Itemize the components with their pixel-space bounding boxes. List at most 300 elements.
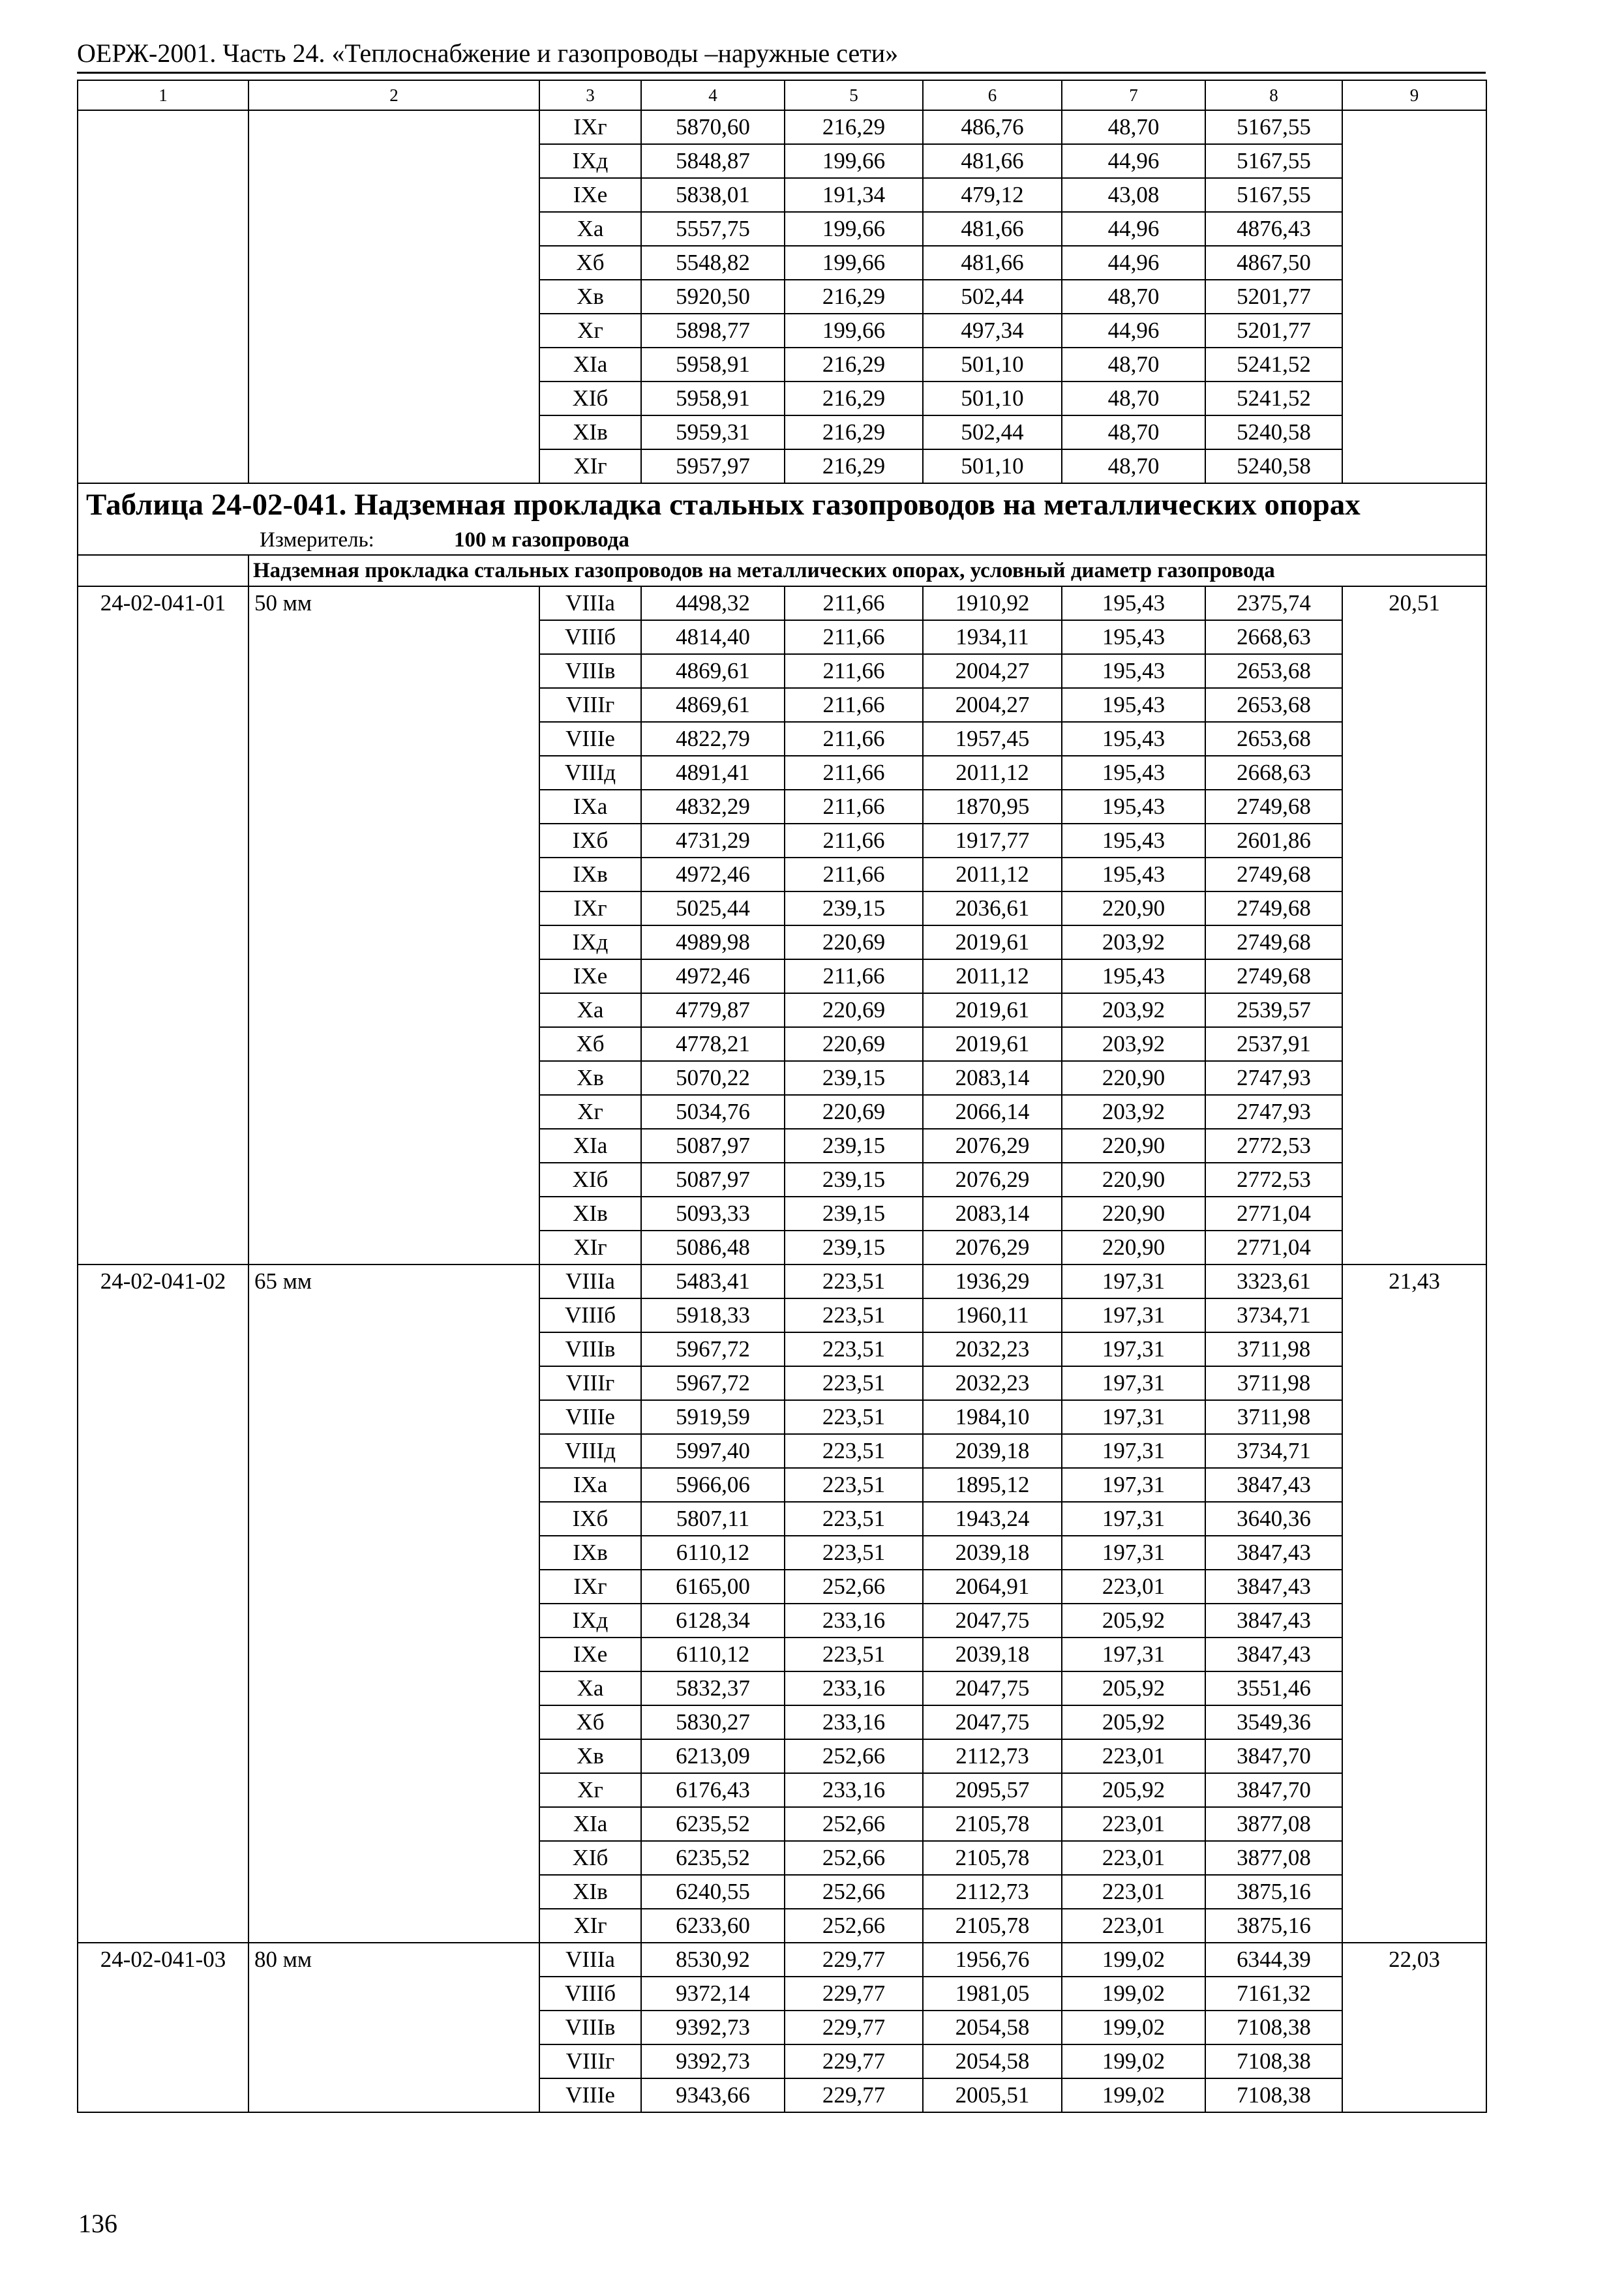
value-cell: 44,96 — [1062, 246, 1205, 280]
value-cell: IXе — [539, 959, 641, 993]
table-row — [78, 1197, 1486, 1231]
value-cell: 2005,51 — [923, 2078, 1062, 2112]
value-cell: 3711,98 — [1205, 1332, 1342, 1366]
empty-cell — [1342, 1773, 1486, 1807]
table-row — [78, 1909, 1486, 1943]
value-cell: 3734,71 — [1205, 1434, 1342, 1468]
value-cell: XIа — [539, 348, 641, 382]
value-cell: 3847,70 — [1205, 1739, 1342, 1773]
value-cell: 2032,23 — [923, 1332, 1062, 1366]
value-cell: 199,02 — [1062, 2011, 1205, 2044]
value-cell: 233,16 — [785, 1671, 923, 1705]
empty-cell — [1342, 1705, 1486, 1739]
table-row — [78, 246, 1486, 280]
empty-cell — [1342, 1739, 1486, 1773]
value-cell: IXг — [539, 110, 641, 144]
value-cell: 48,70 — [1062, 415, 1205, 449]
value-cell: 197,31 — [1062, 1638, 1205, 1671]
value-cell: Xа — [539, 212, 641, 246]
value-cell: 3847,43 — [1205, 1638, 1342, 1671]
empty-cell — [248, 246, 539, 280]
value-cell: 3549,36 — [1205, 1705, 1342, 1739]
value-cell: IXв — [539, 858, 641, 891]
value-cell: 3551,46 — [1205, 1671, 1342, 1705]
value-cell: Xб — [539, 246, 641, 280]
empty-cell — [248, 891, 539, 925]
table-row — [78, 586, 1486, 620]
value-cell: 5240,58 — [1205, 449, 1342, 483]
value-cell: 223,01 — [1062, 1739, 1205, 1773]
empty-cell — [248, 1705, 539, 1739]
value-cell: 229,77 — [785, 2044, 923, 2078]
value-cell: 3875,16 — [1205, 1909, 1342, 1943]
value-cell: 5241,52 — [1205, 348, 1342, 382]
value-cell: 2747,93 — [1205, 1061, 1342, 1095]
value-cell: 501,10 — [923, 449, 1062, 483]
empty-cell — [78, 1163, 248, 1197]
value-cell: 5807,11 — [641, 1502, 785, 1536]
empty-cell — [248, 1807, 539, 1841]
value-cell: 5957,97 — [641, 449, 785, 483]
value-cell: 2095,57 — [923, 1773, 1062, 1807]
empty-cell — [248, 314, 539, 348]
column-number: 6 — [923, 80, 1062, 110]
empty-cell — [248, 280, 539, 314]
value-cell: 223,51 — [785, 1332, 923, 1366]
value-cell: 6110,12 — [641, 1638, 785, 1671]
empty-cell — [78, 620, 248, 654]
empty-cell — [78, 178, 248, 212]
empty-cell — [78, 722, 248, 756]
empty-cell — [248, 1638, 539, 1671]
empty-cell — [248, 2078, 539, 2112]
table-row — [78, 1604, 1486, 1638]
value-cell: 4498,32 — [641, 586, 785, 620]
empty-cell — [248, 382, 539, 415]
empty-cell — [78, 2078, 248, 2112]
value-cell: 2537,91 — [1205, 1027, 1342, 1061]
value-cell: 252,66 — [785, 1909, 923, 1943]
value-cell: 211,66 — [785, 858, 923, 891]
value-cell: 2772,53 — [1205, 1163, 1342, 1197]
empty-cell — [1342, 348, 1486, 382]
value-cell: Xг — [539, 1773, 641, 1807]
value-cell: 2032,23 — [923, 1366, 1062, 1400]
empty-cell — [248, 1400, 539, 1434]
value-cell: 199,02 — [1062, 1943, 1205, 1977]
empty-cell — [78, 212, 248, 246]
empty-cell — [248, 1773, 539, 1807]
pipe-diameter: 65 мм — [248, 1264, 539, 1298]
value-cell: 211,66 — [785, 654, 923, 688]
value-cell: 6240,55 — [641, 1875, 785, 1909]
empty-cell — [1342, 1570, 1486, 1604]
table-row — [78, 1502, 1486, 1536]
value-cell: 216,29 — [785, 449, 923, 483]
table-row — [78, 790, 1486, 824]
value-cell: 2668,63 — [1205, 756, 1342, 790]
rate-code: 24-02-041-02 — [78, 1264, 248, 1298]
value-cell: 5201,77 — [1205, 314, 1342, 348]
value-cell: 7108,38 — [1205, 2044, 1342, 2078]
value-cell: 6233,60 — [641, 1909, 785, 1943]
measure-cell — [78, 526, 1486, 555]
value-cell: 5086,48 — [641, 1231, 785, 1264]
value-cell: 2066,14 — [923, 1095, 1062, 1129]
table-row — [78, 1400, 1486, 1434]
value-cell: 2083,14 — [923, 1197, 1062, 1231]
value-cell: 252,66 — [785, 1739, 923, 1773]
table-row — [78, 1298, 1486, 1332]
value-cell: 2653,68 — [1205, 654, 1342, 688]
empty-cell — [1342, 993, 1486, 1027]
labor-cost-cell: 20,51 — [1342, 586, 1486, 620]
value-cell: 211,66 — [785, 959, 923, 993]
value-cell: Xб — [539, 1705, 641, 1739]
value-cell: 252,66 — [785, 1875, 923, 1909]
table-row — [78, 1095, 1486, 1129]
value-cell: XIг — [539, 1909, 641, 1943]
value-cell: XIв — [539, 1197, 641, 1231]
value-cell: 6213,09 — [641, 1739, 785, 1773]
empty-cell — [248, 449, 539, 483]
value-cell: 252,66 — [785, 1807, 923, 1841]
empty-cell — [248, 858, 539, 891]
pipe-diameter: 50 мм — [248, 586, 539, 620]
rate-code: 24-02-041-01 — [78, 586, 248, 620]
value-cell: 205,92 — [1062, 1773, 1205, 1807]
value-cell: 220,90 — [1062, 1061, 1205, 1095]
table-row — [78, 1468, 1486, 1502]
empty-cell — [78, 1536, 248, 1570]
table-row — [78, 280, 1486, 314]
value-cell: 5898,77 — [641, 314, 785, 348]
empty-cell — [248, 1197, 539, 1231]
value-cell: 229,77 — [785, 1977, 923, 2011]
value-cell: 5025,44 — [641, 891, 785, 925]
empty-cell — [248, 1604, 539, 1638]
value-cell: 48,70 — [1062, 449, 1205, 483]
value-cell: 2749,68 — [1205, 790, 1342, 824]
value-cell: 5997,40 — [641, 1434, 785, 1468]
value-cell: IXг — [539, 1570, 641, 1604]
table-row — [78, 1264, 1486, 1298]
table-row — [78, 2044, 1486, 2078]
empty-cell — [78, 925, 248, 959]
empty-cell — [78, 1332, 248, 1366]
empty-cell — [1342, 1671, 1486, 1705]
empty-cell — [1342, 1434, 1486, 1468]
running-header: ОЕРЖ-2001. Часть 24. «Теплоснабжение и газопроводы –наружные сети» — [77, 38, 899, 68]
value-cell: 3847,70 — [1205, 1773, 1342, 1807]
empty-cell — [248, 1163, 539, 1197]
empty-cell — [248, 1332, 539, 1366]
value-cell: 44,96 — [1062, 314, 1205, 348]
value-cell: 4779,87 — [641, 993, 785, 1027]
value-cell: 195,43 — [1062, 790, 1205, 824]
value-cell: 2047,75 — [923, 1671, 1062, 1705]
empty-cell — [1342, 2011, 1486, 2044]
value-cell: 233,16 — [785, 1604, 923, 1638]
value-cell: 229,77 — [785, 1943, 923, 1977]
empty-cell — [1342, 1298, 1486, 1332]
value-cell: 6235,52 — [641, 1807, 785, 1841]
empty-cell — [1342, 382, 1486, 415]
value-cell: 3877,08 — [1205, 1807, 1342, 1841]
value-cell: 5483,41 — [641, 1264, 785, 1298]
table-row — [78, 212, 1486, 246]
value-cell: VIIIг — [539, 1366, 641, 1400]
table-row — [78, 1332, 1486, 1366]
empty-cell — [78, 2044, 248, 2078]
empty-cell — [78, 382, 248, 415]
table-row — [78, 314, 1486, 348]
table-row — [78, 1807, 1486, 1841]
value-cell: 203,92 — [1062, 1027, 1205, 1061]
value-cell: 5034,76 — [641, 1095, 785, 1129]
table-row — [78, 688, 1486, 722]
empty-cell — [1342, 1366, 1486, 1400]
table-row — [78, 178, 1486, 212]
empty-cell — [1342, 1095, 1486, 1129]
value-cell: 5967,72 — [641, 1332, 785, 1366]
labor-cost-cell: 21,43 — [1342, 1264, 1486, 1298]
value-cell: 5548,82 — [641, 246, 785, 280]
empty-cell — [78, 1671, 248, 1705]
table-row — [78, 1163, 1486, 1197]
empty-cell — [1342, 1502, 1486, 1536]
value-cell: 239,15 — [785, 1129, 923, 1163]
value-cell: 5070,22 — [641, 1061, 785, 1095]
empty-cell — [1342, 1231, 1486, 1264]
value-cell: 252,66 — [785, 1570, 923, 1604]
value-cell: 223,01 — [1062, 1807, 1205, 1841]
value-cell: 2772,53 — [1205, 1129, 1342, 1163]
value-cell: 2076,29 — [923, 1231, 1062, 1264]
empty-cell — [78, 555, 248, 586]
value-cell: 481,66 — [923, 212, 1062, 246]
table-row — [78, 1705, 1486, 1739]
empty-cell — [78, 993, 248, 1027]
empty-cell — [248, 1671, 539, 1705]
empty-cell — [78, 1061, 248, 1095]
value-cell: 2039,18 — [923, 1536, 1062, 1570]
column-number-row — [78, 80, 1486, 110]
table-row — [78, 1773, 1486, 1807]
value-cell: 220,69 — [785, 993, 923, 1027]
empty-cell — [1342, 824, 1486, 858]
empty-cell — [1342, 246, 1486, 280]
value-cell: 4867,50 — [1205, 246, 1342, 280]
column-number: 3 — [539, 80, 641, 110]
table-row — [78, 620, 1486, 654]
value-cell: 1870,95 — [923, 790, 1062, 824]
value-cell: 4822,79 — [641, 722, 785, 756]
table-subtitle: Надземная прокладка стальных газопроводов на металлических опорах, условный диаметр газопровода — [248, 555, 1486, 586]
empty-cell — [248, 1977, 539, 2011]
header-rule — [77, 72, 1486, 74]
value-cell: 5241,52 — [1205, 382, 1342, 415]
table-row — [78, 1570, 1486, 1604]
value-cell: VIIIе — [539, 722, 641, 756]
value-cell: 497,34 — [923, 314, 1062, 348]
value-cell: IXд — [539, 1604, 641, 1638]
value-cell: 195,43 — [1062, 586, 1205, 620]
empty-cell — [78, 1129, 248, 1163]
value-cell: Xв — [539, 280, 641, 314]
empty-cell — [248, 925, 539, 959]
empty-cell — [78, 1298, 248, 1332]
empty-cell — [1342, 212, 1486, 246]
empty-cell — [78, 1468, 248, 1502]
value-cell: 2039,18 — [923, 1434, 1062, 1468]
table-row — [78, 1671, 1486, 1705]
value-cell: 5958,91 — [641, 382, 785, 415]
value-cell: 4731,29 — [641, 824, 785, 858]
value-cell: 9343,66 — [641, 2078, 785, 2112]
value-cell: 5959,31 — [641, 415, 785, 449]
table-row — [78, 449, 1486, 483]
value-cell: IXб — [539, 1502, 641, 1536]
value-cell: 211,66 — [785, 824, 923, 858]
empty-cell — [248, 110, 539, 144]
value-cell: 197,31 — [1062, 1536, 1205, 1570]
table-row — [78, 1739, 1486, 1773]
empty-cell — [248, 348, 539, 382]
empty-cell — [78, 1095, 248, 1129]
value-cell: 4876,43 — [1205, 212, 1342, 246]
value-cell: VIIIе — [539, 1400, 641, 1434]
value-cell: 199,02 — [1062, 2044, 1205, 2078]
empty-cell — [1342, 110, 1486, 144]
empty-cell — [1342, 654, 1486, 688]
empty-cell — [1342, 280, 1486, 314]
value-cell: 1910,92 — [923, 586, 1062, 620]
value-cell: 2011,12 — [923, 959, 1062, 993]
empty-cell — [248, 1129, 539, 1163]
value-cell: 239,15 — [785, 1231, 923, 1264]
value-cell: 229,77 — [785, 2078, 923, 2112]
value-cell: 223,51 — [785, 1468, 923, 1502]
column-number: 7 — [1062, 80, 1205, 110]
value-cell: 197,31 — [1062, 1502, 1205, 1536]
value-cell: VIIIг — [539, 688, 641, 722]
value-cell: 223,51 — [785, 1366, 923, 1400]
value-cell: 239,15 — [785, 1163, 923, 1197]
value-cell: 479,12 — [923, 178, 1062, 212]
empty-cell — [248, 1366, 539, 1400]
value-cell: 233,16 — [785, 1705, 923, 1739]
value-cell: 195,43 — [1062, 756, 1205, 790]
value-cell: IXв — [539, 1536, 641, 1570]
value-cell: 2112,73 — [923, 1739, 1062, 1773]
empty-cell — [248, 790, 539, 824]
empty-cell — [248, 2011, 539, 2044]
table-title: Таблица 24-02-041. Надземная прокладка стальных газопроводов на металлических опорах — [78, 483, 1486, 526]
value-cell: 223,51 — [785, 1264, 923, 1298]
table-row — [78, 925, 1486, 959]
value-cell: VIIIа — [539, 1264, 641, 1298]
empty-cell — [78, 1909, 248, 1943]
empty-cell — [1342, 1332, 1486, 1366]
value-cell: 5838,01 — [641, 178, 785, 212]
value-cell: 2749,68 — [1205, 858, 1342, 891]
value-cell: 3640,36 — [1205, 1502, 1342, 1536]
value-cell: 1981,05 — [923, 1977, 1062, 2011]
value-cell: 48,70 — [1062, 348, 1205, 382]
empty-cell — [78, 246, 248, 280]
value-cell: XIв — [539, 1875, 641, 1909]
value-cell: 195,43 — [1062, 654, 1205, 688]
value-cell: XIб — [539, 1163, 641, 1197]
empty-cell — [248, 1231, 539, 1264]
value-cell: Xв — [539, 1061, 641, 1095]
empty-cell — [248, 178, 539, 212]
value-cell: 3711,98 — [1205, 1400, 1342, 1434]
value-cell: Xб — [539, 1027, 641, 1061]
empty-cell — [248, 1061, 539, 1095]
value-cell: 197,31 — [1062, 1298, 1205, 1332]
value-cell: 48,70 — [1062, 382, 1205, 415]
value-cell: 1956,76 — [923, 1943, 1062, 1977]
value-cell: 9392,73 — [641, 2044, 785, 2078]
value-cell: 2749,68 — [1205, 959, 1342, 993]
value-cell: 5167,55 — [1205, 178, 1342, 212]
value-cell: 233,16 — [785, 1773, 923, 1807]
value-cell: 2011,12 — [923, 858, 1062, 891]
value-cell: Xа — [539, 993, 641, 1027]
empty-cell — [1342, 1977, 1486, 2011]
value-cell: 6165,00 — [641, 1570, 785, 1604]
empty-cell — [78, 1502, 248, 1536]
value-cell: 1895,12 — [923, 1468, 1062, 1502]
value-cell: 220,69 — [785, 925, 923, 959]
value-cell: 2105,78 — [923, 1807, 1062, 1841]
table-row — [78, 110, 1486, 144]
value-cell: 3847,43 — [1205, 1468, 1342, 1502]
value-cell: 5958,91 — [641, 348, 785, 382]
table-title-row — [78, 483, 1486, 526]
value-cell: VIIIа — [539, 1943, 641, 1977]
value-cell: 216,29 — [785, 348, 923, 382]
value-cell: 4972,46 — [641, 858, 785, 891]
value-cell: 197,31 — [1062, 1468, 1205, 1502]
value-cell: 1917,77 — [923, 824, 1062, 858]
value-cell: 8530,92 — [641, 1943, 785, 1977]
table-row — [78, 1841, 1486, 1875]
value-cell: IXб — [539, 824, 641, 858]
table-row — [78, 2078, 1486, 2112]
value-cell: 2105,78 — [923, 1841, 1062, 1875]
value-cell: 216,29 — [785, 382, 923, 415]
value-cell: 2749,68 — [1205, 891, 1342, 925]
value-cell: 191,34 — [785, 178, 923, 212]
measure-value: 100 м газопровода — [454, 528, 629, 552]
value-cell: 3847,43 — [1205, 1604, 1342, 1638]
value-cell: 2668,63 — [1205, 620, 1342, 654]
value-cell: VIIIв — [539, 2011, 641, 2044]
empty-cell — [248, 2044, 539, 2078]
empty-cell — [78, 1400, 248, 1434]
empty-cell — [78, 790, 248, 824]
value-cell: XIб — [539, 382, 641, 415]
table-row — [78, 756, 1486, 790]
table-row — [78, 415, 1486, 449]
value-cell: 5918,33 — [641, 1298, 785, 1332]
value-cell: 211,66 — [785, 688, 923, 722]
value-cell: 501,10 — [923, 348, 1062, 382]
value-cell: 203,92 — [1062, 1095, 1205, 1129]
